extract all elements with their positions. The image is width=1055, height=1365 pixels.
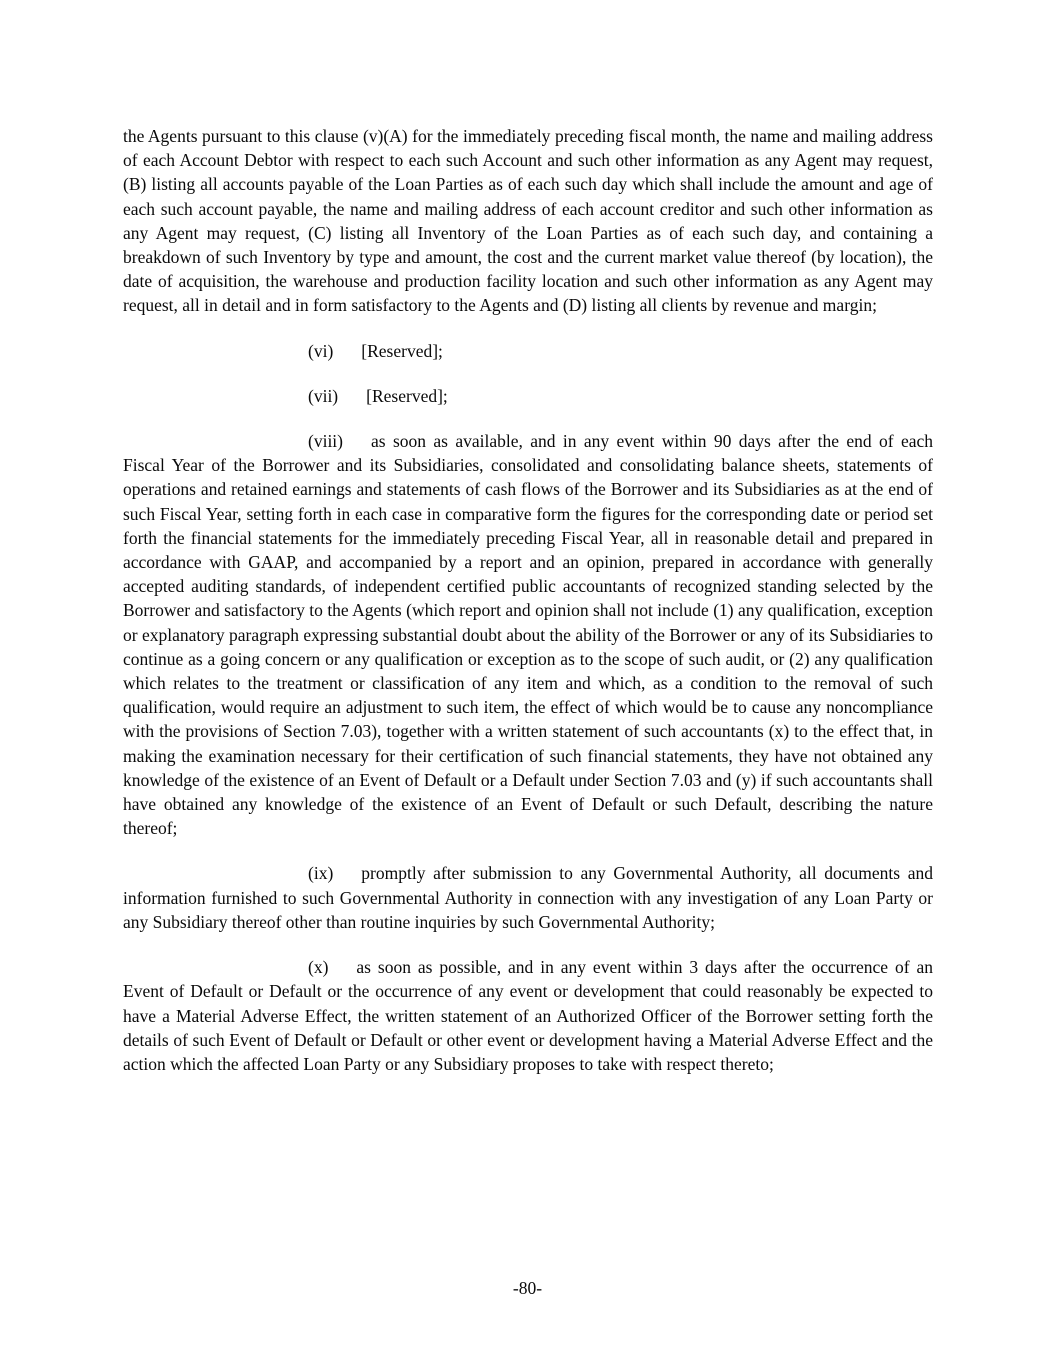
paragraph-text: [Reserved]; xyxy=(366,385,448,406)
paragraph-text: promptly after submission to any Governmental Authority, all documents and information furnished to such Governmental Authority in connection with any investigation of any Loan Party or any Subsidiary thereof other than routine inquiries by such Governmental Authority; xyxy=(123,863,933,932)
page-content xyxy=(123,124,933,1097)
paragraph-text: as soon as possible, and in any event within 3 days after the occurrence of an Event of Default or Default or the occurrence of any event or development that could reasonably be expected to have a Material Adverse Effect, the written statement of an Authorized Officer of the Borrower setting forth the details of such Event of Default or Default or other event or development having a Material Adverse Effect and the action which the affected Loan Party or any Subsidiary proposes to take with respect thereto; xyxy=(123,957,933,1074)
paragraph-text: [Reserved]; xyxy=(361,340,443,361)
paragraph-clause-v-continuation xyxy=(123,124,933,318)
paragraph-text: as soon as available, and in any event within 90 days after the end of each Fiscal Year of the Borrower and its Subsidiaries, consolidated and consolidating balance sheets, statements of operations and retained earnings and statements of cash flows of the Borrower and its Subsidiaries as at the end of such Fiscal Year, setting forth in each case in comparative form the figures for the corresponding date or period set forth the financial statements for the immediately preceding Fiscal Year, all in reasonable detail and prepared in accordance with GAAP, and accompanied by a report and an opinion, prepared in accordance with generally accepted auditing standards, of independent certified public accountants of recognized standing selected by the Borrower and satisfactory to the Agents (which report and opinion shall not include (1) any qualification, exception or explanatory paragraph expressing substantial doubt about the ability of the Borrower or any of its Subsidiaries to continue as a going concern or any qualification or exception as to the scope of such audit, or (2) any qualification which relates to the treatment or classification of any item and which, as a condition to the removal of such qualification, would require an adjustment to such item, the effect of which would be to cause any noncompliance with the provisions of Section 7.03), together with a written statement of such accountants (x) to the effect that, in making the examination necessary for their certification of such financial statements, they have not obtained any knowledge of the existence of an Event of Default or a Default under Section 7.03 and (y) if such accountants shall have obtained any knowledge of the existence of an Event of Default or such Default, describing the nature thereof; xyxy=(123,431,933,839)
clause-number: (vii) xyxy=(308,385,339,406)
clause-number: (viii) xyxy=(308,431,343,452)
clause-number: (x) xyxy=(308,957,329,978)
paragraph-clause-ix xyxy=(123,861,933,934)
paragraph-clause-vi xyxy=(123,339,933,363)
clause-number: (vi) xyxy=(308,340,334,361)
paragraph-clause-vii xyxy=(123,384,933,408)
clause-number: (ix) xyxy=(308,863,334,884)
paragraph-clause-viii xyxy=(123,429,933,840)
paragraph-clause-x xyxy=(123,955,933,1076)
page-number: -80- xyxy=(512,1278,543,1298)
paragraph-text: the Agents pursuant to this clause (v)(A) for the immediately preceding fiscal month, the name and mailing address of each Account Debtor with respect to each such Account and such other information as any Agent may request, (B) listing all accounts payable of the Loan Parties as of each such day which shall include the amount and age of each such account payable, the name and mailing address of each account creditor and such other information as any Agent may request, (C) listing all Inventory of the Loan Parties as of each such day, and containing a breakdown of such Inventory by type and amount, the cost and the current market value thereof (by location), the date of acquisition, the warehouse and production facility location and such other information as any Agent may request, all in detail and in form satisfactory to the Agents and (D) listing all clients by revenue and margin; xyxy=(123,126,933,316)
